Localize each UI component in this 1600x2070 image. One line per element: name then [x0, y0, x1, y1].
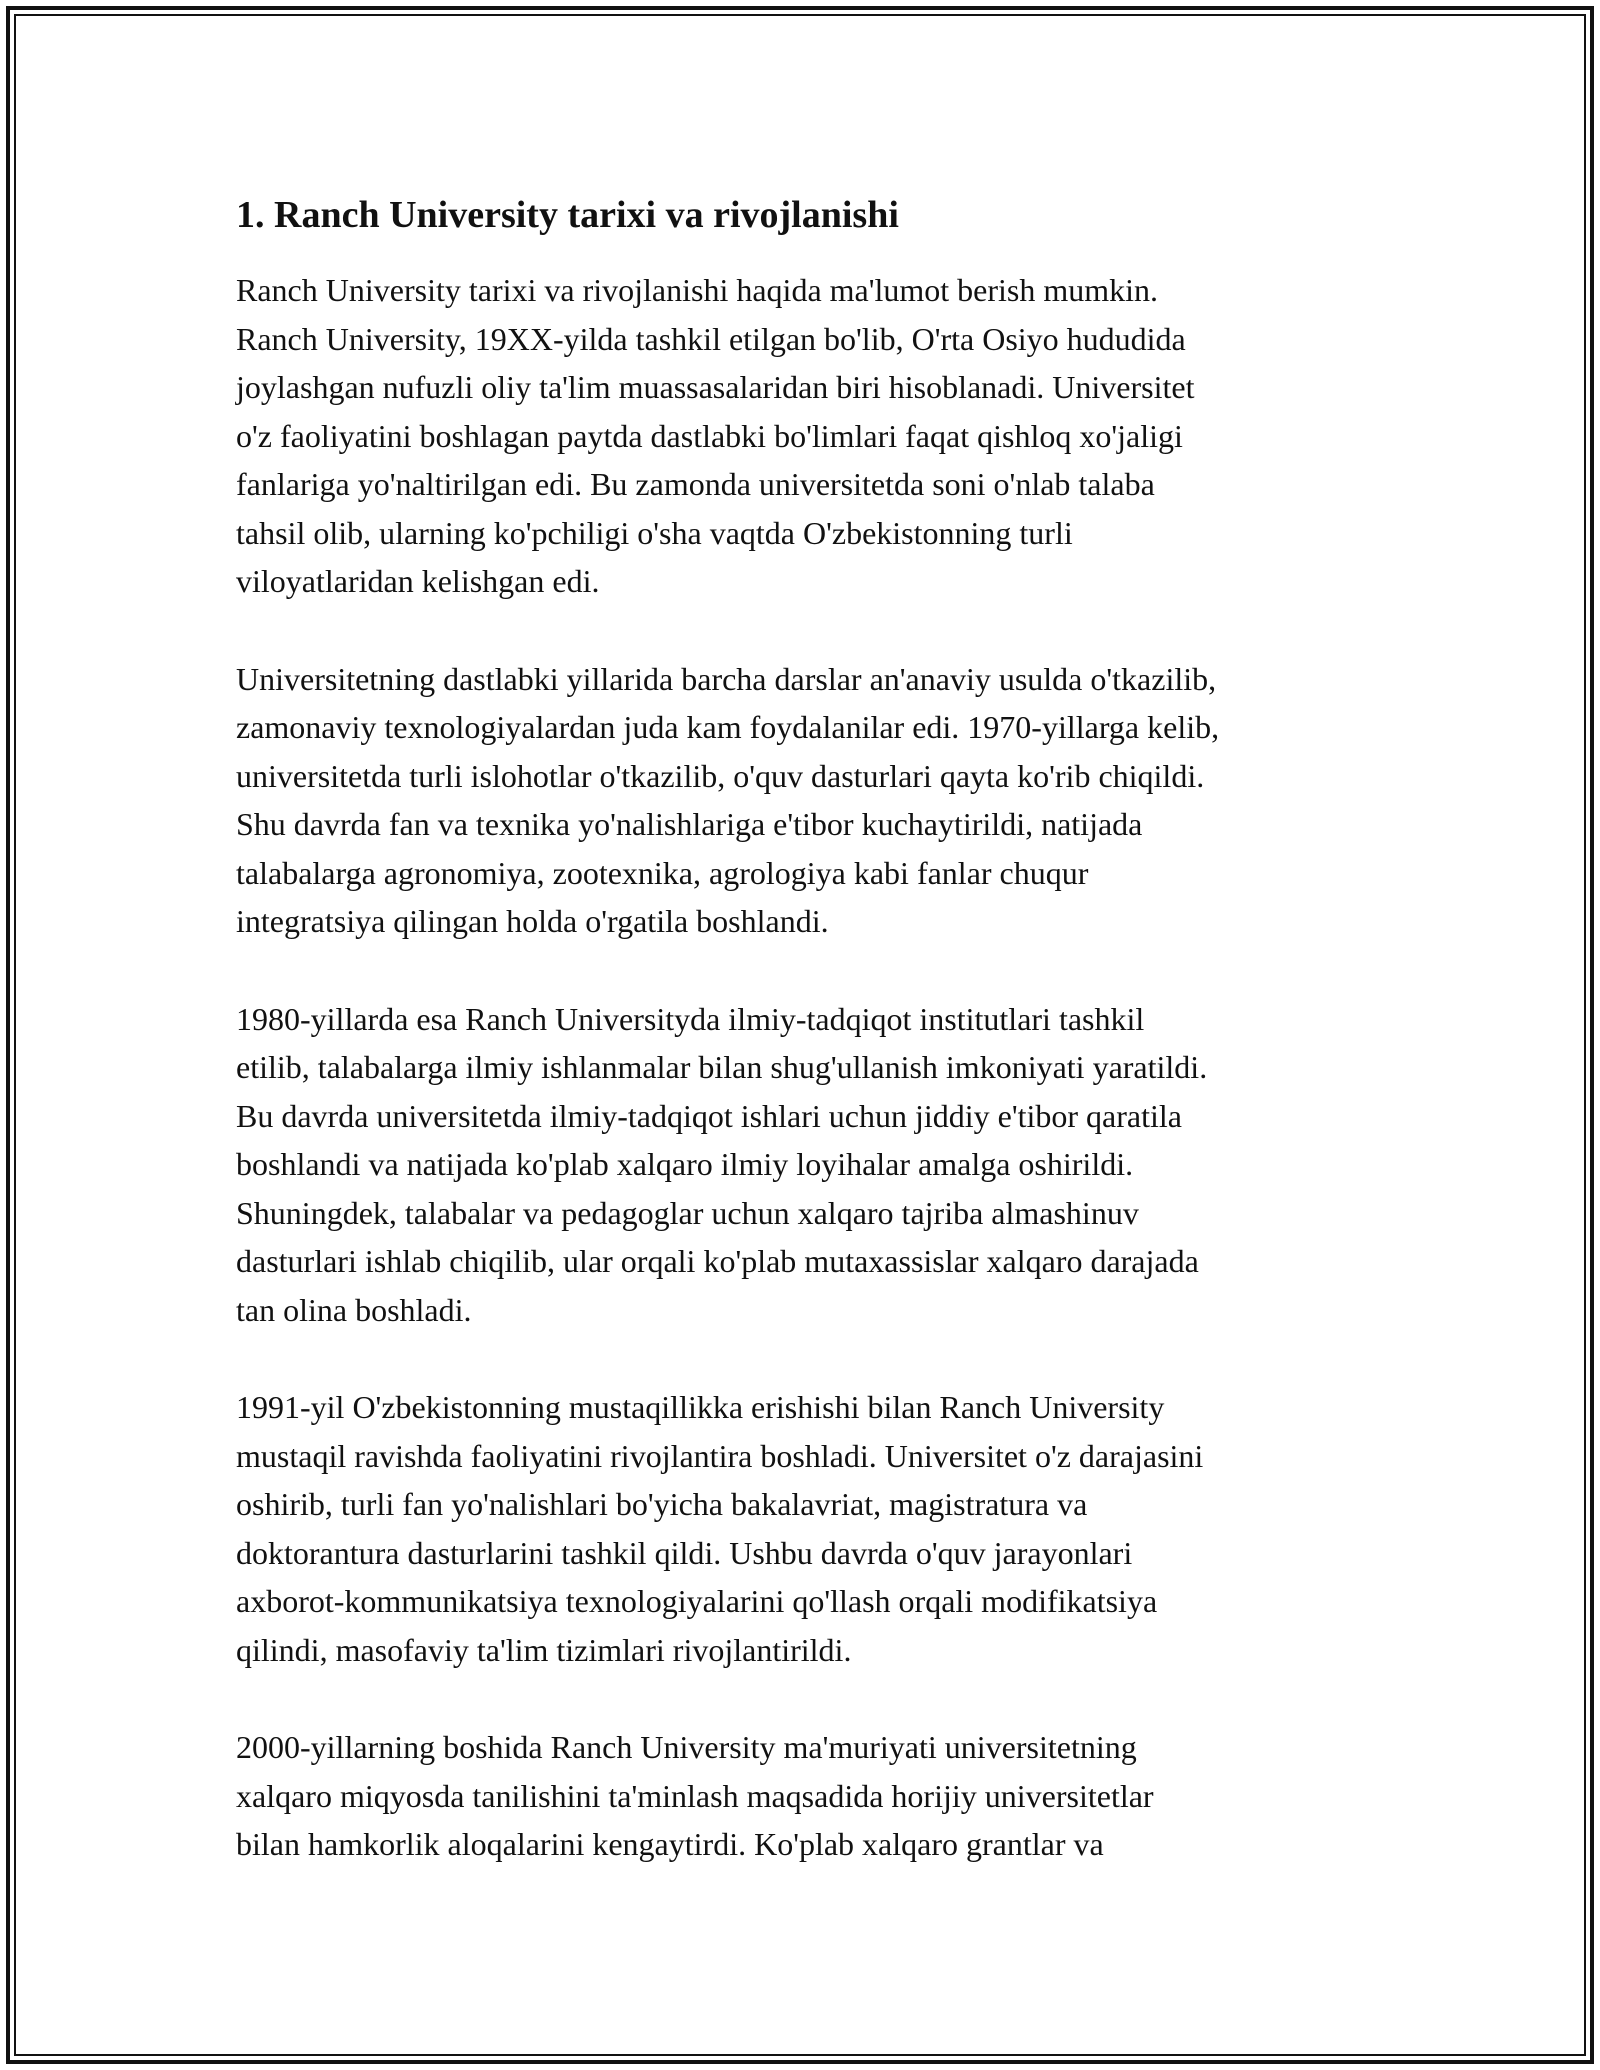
paragraph-line: bilan hamkorlik aloqalarini kengaytirdi. Ko'plab xalqaro grantlar va	[236, 1826, 1104, 1862]
paragraph-line: Ranch University, 19XX-yilda tashkil etilgan bo'lib, O'rta Osiyo hududida	[236, 320, 1186, 357]
paragraphs-container	[236, 266, 1396, 1869]
document-body	[236, 186, 1396, 1918]
paragraph-line: 2000-yillarning boshida Ranch University ma'muriyati universitetning	[236, 1729, 1137, 1765]
paragraph-line: Ranch University tarixi va rivojlanishi haqida ma'lumot berish mumkin.	[236, 272, 1159, 308]
paragraph-line: joylashgan nufuzli oliy ta'lim muassasalaridan biri hisoblanadi. Universitet	[236, 369, 1195, 405]
paragraph-line: mustaqil ravishda faoliyatini rivojlantira boshladi. Universitet o'z darajasini	[236, 1437, 1204, 1474]
paragraph-line: Bu davrda universitetda ilmiy-tadqiqot ishlari uchun jiddiy e'tibor qaratila	[236, 1097, 1182, 1134]
body-paragraph	[236, 1383, 1396, 1674]
paragraph-line: Shuningdek, talabalar va pedagoglar uchun xalqaro tajriba almashinuv	[236, 1194, 1139, 1231]
paragraph-line: fanlariga yo'naltirilgan edi. Bu zamonda universitetda soni o'nlab talaba	[236, 466, 1155, 502]
paragraph-line: oshirib, turli fan yo'nalishlari bo'yicha bakalavriat, magistratura va	[236, 1486, 1088, 1522]
paragraph-line: zamonaviy texnologiyalardan juda kam foydalanilar edi. 1970-yillarga kelib,	[236, 709, 1220, 745]
paragraph-line: integratsiya qilingan holda o'rgatila boshlandi.	[236, 903, 829, 939]
paragraph-line: axborot-kommunikatsiya texnologiyalarini qo'llash orqali modifikatsiya	[236, 1583, 1158, 1619]
paragraph-line: qilindi, masofaviy ta'lim tizimlari rivojlantirildi.	[236, 1631, 852, 1668]
body-paragraph	[236, 266, 1396, 606]
paragraph-line: etilib, talabalarga ilmiy ishlanmalar bilan shug'ullanish imkoniyati yaratildi.	[236, 1049, 1208, 1085]
paragraph-line: xalqaro miqyosda tanilishini ta'minlash maqsadida horijiy universitetlar	[236, 1777, 1154, 1814]
paragraph-line: Shu davrda fan va texnika yo'nalishlariga e'tibor kuchaytirildi, natijada	[236, 806, 1143, 842]
paragraph-line: tan olina boshladi.	[236, 1291, 472, 1328]
paragraph-line: boshlandi va natijada ko'plab xalqaro ilmiy loyihalar amalga oshirildi.	[236, 1146, 1134, 1182]
body-paragraph	[236, 655, 1396, 946]
paragraph-line: dasturlari ishlab chiqilib, ular orqali ko'plab mutaxassislar xalqaro darajada	[236, 1243, 1199, 1279]
body-paragraph	[236, 1723, 1396, 1869]
paragraph-line: talabalarga agronomiya, zootexnika, agrologiya kabi fanlar chuqur	[236, 854, 1089, 891]
paragraph-line: viloyatlaridan kelishgan edi.	[236, 563, 600, 599]
body-paragraph	[236, 995, 1396, 1335]
section-heading: 1. Ranch University tarixi va rivojlanishi	[236, 194, 899, 236]
paragraph-line: universitetda turli islohotlar o'tkazilib, o'quv dasturlari qayta ko'rib chiqildi.	[236, 757, 1205, 794]
paragraph-line: tahsil olib, ularning ko'pchiligi o'sha vaqtda O'zbekistonning turli	[236, 514, 1073, 551]
paragraph-line: doktorantura dasturlarini tashkil qildi. Ushbu davrda o'quv jarayonlari	[236, 1534, 1133, 1571]
paragraph-line: Universitetning dastlabki yillarida barcha darslar an'anaviy usulda o'tkazilib,	[236, 660, 1217, 697]
paragraph-line: 1991-yil O'zbekistonning mustaqillikka erishishi bilan Ranch University	[236, 1389, 1165, 1425]
paragraph-line: o'z faoliyatini boshlagan paytda dastlabki bo'limlari faqat qishloq xo'jaligi	[236, 417, 1183, 454]
paragraph-line: 1980-yillarda esa Ranch Universityda ilmiy-tadqiqot institutlari tashkil	[236, 1000, 1145, 1037]
